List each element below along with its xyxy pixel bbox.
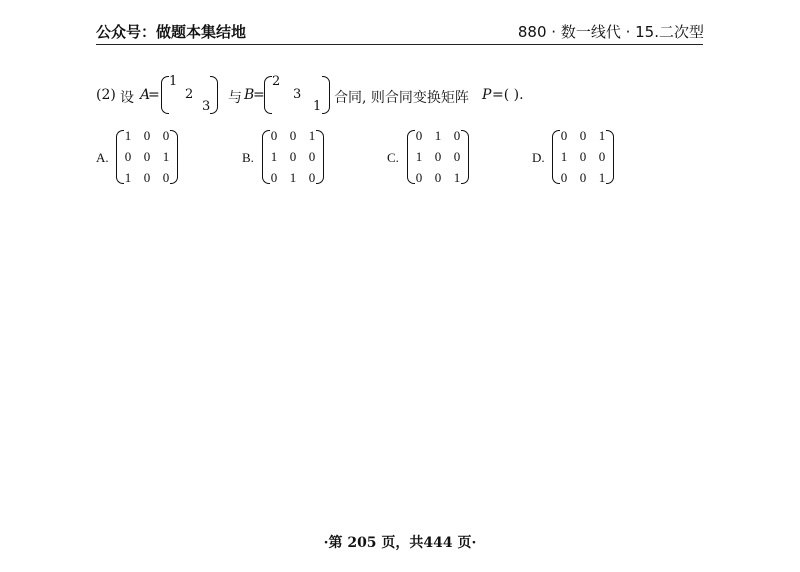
matrix-a-entry-1: 1: [169, 74, 178, 89]
option-matrix-right-paren: [606, 130, 614, 184]
matrix-cell: 0: [434, 170, 442, 185]
option-letter: D.: [532, 150, 545, 165]
option-matrix-right-paren: [170, 130, 178, 184]
matrix-cell: 1: [415, 149, 423, 164]
matrix-cell: 0: [289, 149, 297, 164]
matrix-b-entry-2: 3: [293, 87, 302, 102]
matrix-cell: 0: [124, 149, 132, 164]
problem-text-mid: 合同, 则合同变换矩阵: [334, 90, 469, 106]
matrix-cell: 1: [598, 170, 606, 185]
matrix-cell: 1: [162, 149, 170, 164]
matrix-cell: 0: [453, 128, 461, 143]
matrix-cell: 0: [598, 149, 606, 164]
option-letter: B.: [242, 150, 254, 165]
matrix-cell: 1: [124, 170, 132, 185]
matrix-cell: 0: [579, 149, 587, 164]
matrix-cell: 0: [270, 170, 278, 185]
matrix-cell: 0: [143, 128, 151, 143]
matrix-cell: 0: [270, 128, 278, 143]
matrix-b-right-paren: [322, 76, 330, 114]
matrix-cell: 0: [308, 170, 316, 185]
matrix-b-symbol: B: [244, 87, 255, 103]
header-right-title: 880 · 数一线代 · 15.二次型: [517, 23, 704, 41]
option-matrix-right-paren: [316, 130, 324, 184]
option-matrix: [407, 128, 469, 186]
matrix-cell: 1: [598, 128, 606, 143]
matrix-cell: 0: [453, 149, 461, 164]
matrix-b-left-paren: [264, 76, 272, 114]
matrix-cell: 1: [124, 128, 132, 143]
matrix-cell: 1: [560, 149, 568, 164]
matrix-cell: 0: [162, 170, 170, 185]
option-matrix: [262, 128, 324, 186]
matrix-cell: 0: [560, 170, 568, 185]
matrix-cell: 0: [434, 149, 442, 164]
matrix-cell: 1: [270, 149, 278, 164]
matrix-cell: 0: [143, 149, 151, 164]
matrix-cell: 0: [415, 170, 423, 185]
matrix-a-right-paren: [210, 76, 218, 114]
page-number-text: ·第 205 页，共444 页·: [323, 535, 477, 551]
matrix-a-entry-3: 3: [202, 99, 211, 114]
option-matrix: [552, 128, 614, 186]
matrix-a-entry-2: 2: [185, 87, 194, 102]
equals-a: =: [148, 87, 160, 103]
problem-number: (2): [96, 87, 116, 103]
problem-she: 设: [120, 90, 134, 106]
matrix-cell: 1: [434, 128, 442, 143]
option-letter: A.: [96, 150, 109, 165]
matrix-cell: 0: [143, 170, 151, 185]
header-left-title: 公众号：做题本集结地: [96, 23, 247, 41]
matrix-p-symbol: P: [482, 87, 492, 103]
matrix-b-entry-1: 2: [272, 74, 281, 89]
option-letter: C.: [387, 150, 399, 165]
matrix-cell: 0: [579, 128, 587, 143]
matrix-cell: 0: [289, 128, 297, 143]
problem-yu: 与: [228, 90, 242, 106]
matrix-cell: 1: [453, 170, 461, 185]
matrix-cell: 0: [415, 128, 423, 143]
answer-blank: =( ).: [492, 87, 524, 103]
matrix-cell: 0: [308, 149, 316, 164]
matrix-a-left-paren: [161, 76, 169, 114]
page-footer: [0, 532, 800, 552]
header-divider: [96, 44, 703, 45]
option-matrix-right-paren: [461, 130, 469, 184]
matrix-cell: 1: [308, 128, 316, 143]
matrix-cell: 0: [162, 128, 170, 143]
equals-b: =: [253, 87, 265, 103]
matrix-b-entry-3: 1: [313, 99, 322, 114]
option-matrix: [116, 128, 178, 186]
matrix-cell: 0: [560, 128, 568, 143]
matrix-a-symbol: A: [140, 87, 151, 103]
matrix-cell: 0: [579, 170, 587, 185]
matrix-cell: 1: [289, 170, 297, 185]
